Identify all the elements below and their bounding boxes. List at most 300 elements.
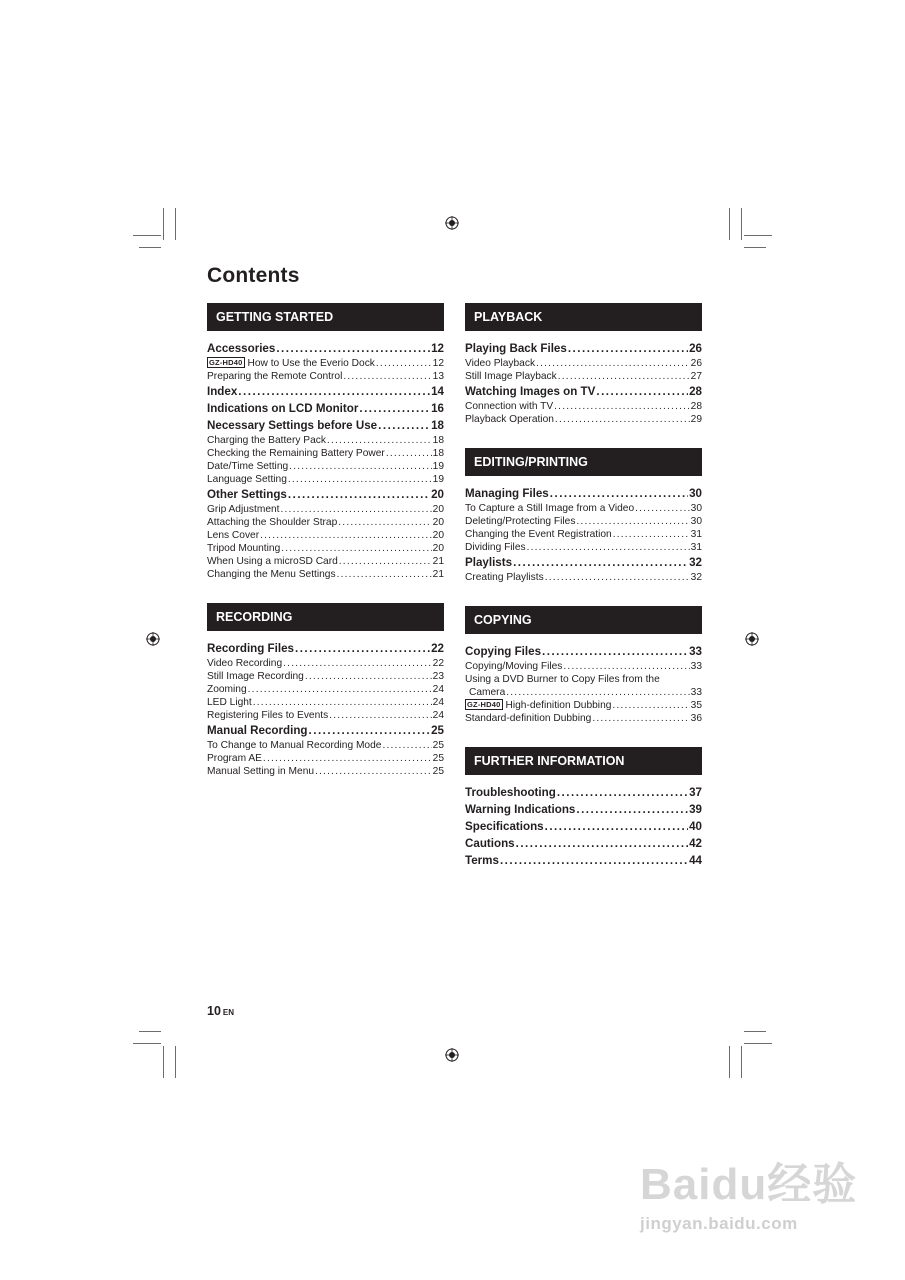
entry-row bbox=[207, 447, 444, 460]
entry-title bbox=[465, 383, 595, 400]
toc-main-entry[interactable] bbox=[207, 383, 444, 400]
entry-title bbox=[465, 571, 544, 584]
entry-text: Copying Files bbox=[465, 645, 542, 658]
entry-title bbox=[465, 643, 541, 660]
section-heading: RECORDING bbox=[207, 603, 444, 631]
dot-leader bbox=[288, 473, 432, 486]
entry-row bbox=[465, 699, 702, 712]
toc-main-entry[interactable] bbox=[465, 835, 702, 852]
entry-page: 21 bbox=[432, 556, 444, 567]
dot-leader bbox=[309, 722, 431, 739]
dot-leader bbox=[516, 835, 688, 852]
entry-title bbox=[207, 434, 326, 447]
dot-leader bbox=[276, 340, 430, 357]
toc-sub-entry[interactable] bbox=[465, 541, 702, 554]
entry-text: Video Playback bbox=[465, 358, 536, 369]
entry-text: Zooming bbox=[207, 684, 247, 695]
toc-sub-entry[interactable] bbox=[207, 568, 444, 581]
entry-text: Checking the Remaining Battery Power bbox=[207, 448, 385, 459]
toc-main-entry[interactable] bbox=[207, 722, 444, 739]
toc-main-entry[interactable] bbox=[465, 643, 702, 660]
entry-row bbox=[465, 340, 702, 357]
dot-leader bbox=[327, 434, 432, 447]
dot-leader bbox=[283, 657, 432, 670]
crop-mark bbox=[744, 247, 766, 248]
entry-title-continuation: Camera bbox=[469, 687, 506, 698]
toc-main-entry[interactable] bbox=[207, 486, 444, 503]
toc-sub-entry[interactable] bbox=[465, 502, 702, 515]
entry-row bbox=[207, 434, 444, 447]
entry-page: 25 bbox=[431, 724, 444, 737]
dot-leader bbox=[592, 712, 689, 725]
dot-leader bbox=[545, 571, 690, 584]
crop-mark bbox=[139, 247, 161, 248]
toc-sub-entry[interactable] bbox=[207, 503, 444, 516]
entry-text: Playlists bbox=[465, 556, 513, 569]
entry-page: 36 bbox=[690, 713, 702, 724]
dot-leader bbox=[238, 383, 430, 400]
entry-row bbox=[465, 370, 702, 383]
toc-sub-entry[interactable] bbox=[207, 370, 444, 383]
toc-main-entry[interactable] bbox=[465, 818, 702, 835]
entry-text: Playing Back Files bbox=[465, 342, 567, 355]
entry-title bbox=[465, 340, 567, 357]
entry-page: 19 bbox=[432, 474, 444, 485]
section-entries bbox=[207, 331, 444, 581]
entry-title bbox=[465, 528, 612, 541]
toc-main-entry[interactable] bbox=[465, 801, 702, 818]
entry-title bbox=[207, 460, 288, 473]
entry-page: 25 bbox=[432, 740, 444, 751]
entry-text: Copying/Moving Files bbox=[465, 661, 563, 672]
entry-text: To Change to Manual Recording Mode bbox=[207, 740, 382, 751]
toc-main-entry[interactable] bbox=[207, 417, 444, 434]
entry-text: Tripod Mounting bbox=[207, 543, 281, 554]
dot-leader bbox=[635, 502, 690, 515]
toc-section bbox=[465, 606, 702, 725]
toc-sub-entry[interactable] bbox=[465, 400, 702, 413]
entry-page: 28 bbox=[689, 385, 702, 398]
toc-sub-entry[interactable] bbox=[207, 752, 444, 765]
entry-title bbox=[207, 473, 287, 486]
entry-row bbox=[465, 485, 702, 502]
crop-mark bbox=[744, 1043, 772, 1044]
dot-leader bbox=[550, 485, 688, 502]
page-number bbox=[207, 1004, 234, 1018]
entry-page: 24 bbox=[432, 710, 444, 721]
entry-row bbox=[465, 712, 702, 725]
toc-sub-entry[interactable] bbox=[207, 696, 444, 709]
dot-leader bbox=[576, 515, 689, 528]
entry-row bbox=[207, 460, 444, 473]
entry-title bbox=[465, 515, 575, 528]
entry-text: Deleting/Protecting Files bbox=[465, 516, 576, 527]
toc-sub-entry[interactable] bbox=[465, 528, 702, 541]
section-heading: FURTHER INFORMATION bbox=[465, 747, 702, 775]
entry-text: Managing Files bbox=[465, 487, 549, 500]
entry-page: 21 bbox=[432, 569, 444, 580]
toc-sub-entry[interactable] bbox=[207, 683, 444, 696]
entry-row bbox=[465, 554, 702, 571]
watermark bbox=[640, 1148, 857, 1234]
entry-text: Accessories bbox=[207, 342, 276, 355]
entry-text: Still Image Recording bbox=[207, 671, 304, 682]
dot-leader bbox=[315, 765, 432, 778]
toc-main-entry[interactable] bbox=[465, 340, 702, 357]
watermark-brand: Baidu经验 bbox=[640, 1160, 858, 1209]
dot-leader bbox=[536, 357, 690, 370]
entry-text: Changing the Event Registration bbox=[465, 529, 612, 540]
entry-title bbox=[465, 357, 535, 370]
entry-row bbox=[207, 383, 444, 400]
entry-text: Warning Indications bbox=[465, 803, 576, 816]
dot-leader bbox=[542, 643, 688, 660]
dot-leader bbox=[563, 660, 689, 673]
entry-text: When Using a microSD Card bbox=[207, 556, 338, 567]
crop-mark bbox=[729, 1046, 730, 1078]
entry-title bbox=[465, 541, 526, 554]
dot-leader bbox=[263, 752, 432, 765]
crop-mark bbox=[139, 1031, 161, 1032]
dot-leader bbox=[288, 486, 430, 503]
entry-row bbox=[465, 400, 702, 413]
entry-title bbox=[465, 784, 556, 801]
entry-text: Connection with TV bbox=[465, 401, 554, 412]
registration-mark-icon bbox=[745, 632, 759, 646]
entry-text: LED Light bbox=[207, 697, 252, 708]
entry-text: Manual Setting in Menu bbox=[207, 766, 315, 777]
entry-text: Playback Operation bbox=[465, 414, 554, 425]
toc-main-entry[interactable] bbox=[207, 640, 444, 657]
toc-sub-entry[interactable] bbox=[207, 542, 444, 555]
entry-text: Index bbox=[207, 385, 238, 398]
entry-text: Date/Time Setting bbox=[207, 461, 289, 472]
section-heading: EDITING/PRINTING bbox=[465, 448, 702, 476]
dot-leader bbox=[338, 516, 431, 529]
toc-sub-entry[interactable] bbox=[465, 357, 702, 370]
entry-title bbox=[465, 370, 557, 383]
dot-leader bbox=[339, 555, 432, 568]
dot-leader bbox=[382, 739, 431, 752]
entry-page: 18 bbox=[432, 435, 444, 446]
model-badge: GZ-HD40 bbox=[209, 358, 243, 367]
entry-row bbox=[207, 400, 444, 417]
entry-row bbox=[207, 417, 444, 434]
entry-text: Registering Files to Events bbox=[207, 710, 329, 721]
entry-text: Attaching the Shoulder Strap bbox=[207, 517, 338, 528]
entry-title bbox=[207, 516, 337, 529]
entry-page: 19 bbox=[432, 461, 444, 472]
entry-row bbox=[207, 555, 444, 568]
dot-leader bbox=[513, 554, 688, 571]
toc-sub-entry[interactable] bbox=[207, 516, 444, 529]
section-entries bbox=[465, 331, 702, 426]
entry-row bbox=[207, 529, 444, 542]
entry-title bbox=[207, 670, 304, 683]
entry-title bbox=[465, 400, 553, 413]
entry-page: 20 bbox=[432, 543, 444, 554]
toc-main-entry[interactable] bbox=[465, 852, 702, 869]
entry-text: Preparing the Remote Control bbox=[207, 371, 343, 382]
dot-leader bbox=[613, 528, 690, 541]
entry-page: 39 bbox=[689, 803, 702, 816]
crop-mark bbox=[133, 1043, 161, 1044]
toc-sub-entry[interactable] bbox=[207, 765, 444, 778]
watermark-url: jingyan.baidu.com bbox=[640, 1214, 798, 1233]
entry-title bbox=[465, 801, 575, 818]
entry-text: Standard-definition Dubbing bbox=[465, 713, 592, 724]
entry-text: High-definition Dubbing bbox=[505, 700, 612, 711]
entry-row bbox=[465, 383, 702, 400]
entry-page: 33 bbox=[689, 645, 702, 658]
entry-title bbox=[465, 835, 515, 852]
entry-page: 30 bbox=[690, 503, 702, 514]
entry-row bbox=[465, 571, 702, 584]
entry-title bbox=[207, 340, 275, 357]
entry-page: 18 bbox=[432, 448, 444, 459]
toc-sub-entry[interactable] bbox=[465, 370, 702, 383]
entry-page: 35 bbox=[690, 700, 702, 711]
registration-mark-icon bbox=[445, 216, 459, 230]
dot-leader bbox=[260, 529, 432, 542]
entry-page: 14 bbox=[431, 385, 444, 398]
entry-title bbox=[207, 683, 247, 696]
dot-leader bbox=[281, 542, 431, 555]
crop-mark bbox=[133, 235, 161, 236]
dot-leader bbox=[289, 460, 431, 473]
entry-row bbox=[465, 686, 702, 699]
toc-main-entry[interactable] bbox=[207, 400, 444, 417]
entry-page: 33 bbox=[690, 687, 702, 698]
crop-mark bbox=[744, 1031, 766, 1032]
entry-row bbox=[465, 784, 702, 801]
entry-title bbox=[207, 640, 294, 657]
entry-text: Watching Images on TV bbox=[465, 385, 596, 398]
language-code: EN bbox=[222, 1008, 235, 1017]
entry-row bbox=[465, 801, 702, 818]
dot-leader bbox=[248, 683, 432, 696]
entry-title bbox=[207, 447, 385, 460]
right-column bbox=[465, 303, 702, 891]
entry-row bbox=[465, 852, 702, 869]
entry-row bbox=[207, 340, 444, 357]
dot-leader bbox=[545, 818, 688, 835]
entry-page: 24 bbox=[432, 697, 444, 708]
entry-title bbox=[465, 485, 549, 502]
dot-leader bbox=[386, 447, 432, 460]
entry-title bbox=[207, 722, 308, 739]
entry-title bbox=[465, 699, 611, 712]
entry-page: 22 bbox=[432, 658, 444, 669]
section-entries bbox=[465, 476, 702, 584]
entry-page: 31 bbox=[690, 529, 702, 540]
left-column bbox=[207, 303, 444, 800]
dot-leader bbox=[554, 400, 690, 413]
toc-sub-entry[interactable] bbox=[465, 515, 702, 528]
entry-text: Grip Adjustment bbox=[207, 504, 280, 515]
entry-title bbox=[207, 555, 338, 568]
section-heading: PLAYBACK bbox=[465, 303, 702, 331]
toc-sub-entry[interactable] bbox=[207, 657, 444, 670]
entry-text: Video Recording bbox=[207, 658, 283, 669]
entry-title bbox=[207, 529, 259, 542]
entry-row bbox=[207, 542, 444, 555]
entry-row bbox=[465, 528, 702, 541]
entry-page: 42 bbox=[689, 837, 702, 850]
entry-text: Specifications bbox=[465, 820, 544, 833]
entry-text: Recording Files bbox=[207, 642, 294, 655]
entry-page: 20 bbox=[432, 530, 444, 541]
toc-sub-entry[interactable] bbox=[207, 670, 444, 683]
page-number-value: 10 bbox=[207, 1004, 221, 1018]
entry-page: 18 bbox=[431, 419, 444, 432]
entry-title bbox=[207, 400, 358, 417]
toc-sub-entry[interactable] bbox=[207, 739, 444, 752]
entry-page: 24 bbox=[432, 684, 444, 695]
entry-row bbox=[207, 357, 444, 370]
entry-title bbox=[465, 413, 554, 426]
dot-leader bbox=[558, 370, 690, 383]
toc-main-entry[interactable] bbox=[465, 784, 702, 801]
entry-text: Language Setting bbox=[207, 474, 287, 485]
entry-title bbox=[207, 486, 287, 503]
dot-leader bbox=[376, 357, 432, 370]
toc-sub-entry[interactable] bbox=[465, 712, 702, 725]
entry-title bbox=[207, 739, 381, 752]
entry-text: Changing the Menu Settings bbox=[207, 569, 336, 580]
toc-sub-entry[interactable] bbox=[465, 413, 702, 426]
toc-main-entry[interactable] bbox=[465, 383, 702, 400]
entry-page: 12 bbox=[432, 358, 444, 369]
crop-mark bbox=[729, 208, 730, 240]
entry-text: Program AE bbox=[207, 753, 262, 764]
entry-title bbox=[207, 709, 328, 722]
dot-leader bbox=[506, 686, 689, 699]
entry-page: 28 bbox=[690, 401, 702, 412]
dot-leader bbox=[253, 696, 432, 709]
dot-leader bbox=[378, 417, 430, 434]
entry-page: 23 bbox=[432, 671, 444, 682]
entry-row bbox=[465, 413, 702, 426]
entry-page: 27 bbox=[690, 371, 702, 382]
toc-sub-entry[interactable] bbox=[207, 473, 444, 486]
toc-sub-entry[interactable] bbox=[207, 709, 444, 722]
entry-text: Creating Playlists bbox=[465, 572, 544, 583]
entry-row bbox=[207, 486, 444, 503]
dot-leader bbox=[329, 709, 431, 722]
dot-leader bbox=[527, 541, 690, 554]
toc-section bbox=[465, 303, 702, 426]
entry-row bbox=[465, 357, 702, 370]
entry-row bbox=[207, 722, 444, 739]
entry-text: Still Image Playback bbox=[465, 371, 557, 382]
toc-sub-entry[interactable] bbox=[207, 460, 444, 473]
entry-row bbox=[207, 516, 444, 529]
dot-leader bbox=[280, 503, 431, 516]
toc-sub-entry[interactable] bbox=[207, 447, 444, 460]
toc-sub-entry[interactable] bbox=[465, 571, 702, 584]
entry-page: 26 bbox=[690, 358, 702, 369]
section-entries bbox=[465, 775, 702, 869]
toc-sub-entry[interactable] bbox=[465, 673, 702, 699]
entry-text: Indications on LCD Monitor bbox=[207, 402, 359, 415]
entry-row bbox=[465, 502, 702, 515]
section-entries bbox=[465, 634, 702, 725]
entry-page: 22 bbox=[431, 642, 444, 655]
entry-row bbox=[465, 835, 702, 852]
entry-text: Troubleshooting bbox=[465, 786, 556, 799]
entry-page: 25 bbox=[432, 766, 444, 777]
entry-row bbox=[465, 643, 702, 660]
toc-main-entry[interactable] bbox=[465, 554, 702, 571]
entry-page: 26 bbox=[689, 342, 702, 355]
toc-sub-entry[interactable] bbox=[207, 529, 444, 542]
dot-leader bbox=[500, 852, 688, 869]
entry-text: Lens Cover bbox=[207, 530, 260, 541]
entry-page: 30 bbox=[690, 516, 702, 527]
entry-text: Cautions bbox=[465, 837, 515, 850]
section-entries bbox=[207, 631, 444, 778]
crop-mark bbox=[163, 1046, 164, 1078]
entry-page: 20 bbox=[431, 488, 444, 501]
entry-page: 44 bbox=[689, 854, 702, 867]
entry-row bbox=[207, 683, 444, 696]
entry-title bbox=[207, 696, 252, 709]
crop-mark bbox=[744, 235, 772, 236]
entry-title bbox=[207, 503, 279, 516]
entry-text: Other Settings bbox=[207, 488, 287, 501]
dot-leader bbox=[596, 383, 688, 400]
entry-title bbox=[465, 502, 634, 515]
entry-text: Manual Recording bbox=[207, 724, 308, 737]
entry-title bbox=[465, 660, 562, 673]
entry-row bbox=[465, 541, 702, 554]
toc-main-entry[interactable] bbox=[207, 340, 444, 357]
toc-section bbox=[465, 747, 702, 869]
entry-title bbox=[207, 357, 375, 370]
page-title: Contents bbox=[207, 264, 300, 287]
toc-section bbox=[465, 448, 702, 584]
toc-sub-entry[interactable] bbox=[465, 660, 702, 673]
crop-mark bbox=[741, 208, 742, 240]
toc-sub-entry[interactable] bbox=[207, 434, 444, 447]
entry-page: 13 bbox=[432, 371, 444, 382]
toc-sub-entry[interactable] bbox=[207, 555, 444, 568]
entry-text: Charging the Battery Pack bbox=[207, 435, 326, 446]
entry-row bbox=[207, 709, 444, 722]
dot-leader bbox=[359, 400, 430, 417]
dot-leader bbox=[612, 699, 689, 712]
entry-text: Necessary Settings before Use bbox=[207, 419, 378, 432]
entry-row bbox=[207, 473, 444, 486]
section-heading: COPYING bbox=[465, 606, 702, 634]
toc-main-entry[interactable] bbox=[465, 485, 702, 502]
entry-page: 25 bbox=[432, 753, 444, 764]
entry-title bbox=[465, 818, 544, 835]
crop-mark bbox=[175, 208, 176, 240]
entry-page: 20 bbox=[432, 517, 444, 528]
entry-title bbox=[465, 712, 591, 725]
entry-row bbox=[465, 660, 702, 673]
entry-title bbox=[207, 568, 336, 581]
entry-row bbox=[465, 818, 702, 835]
registration-mark-icon bbox=[146, 632, 160, 646]
entry-page: 32 bbox=[689, 556, 702, 569]
entry-page: 33 bbox=[690, 661, 702, 672]
entry-row bbox=[207, 370, 444, 383]
toc-sub-entry[interactable] bbox=[207, 357, 444, 370]
toc-sub-entry[interactable] bbox=[465, 699, 702, 712]
